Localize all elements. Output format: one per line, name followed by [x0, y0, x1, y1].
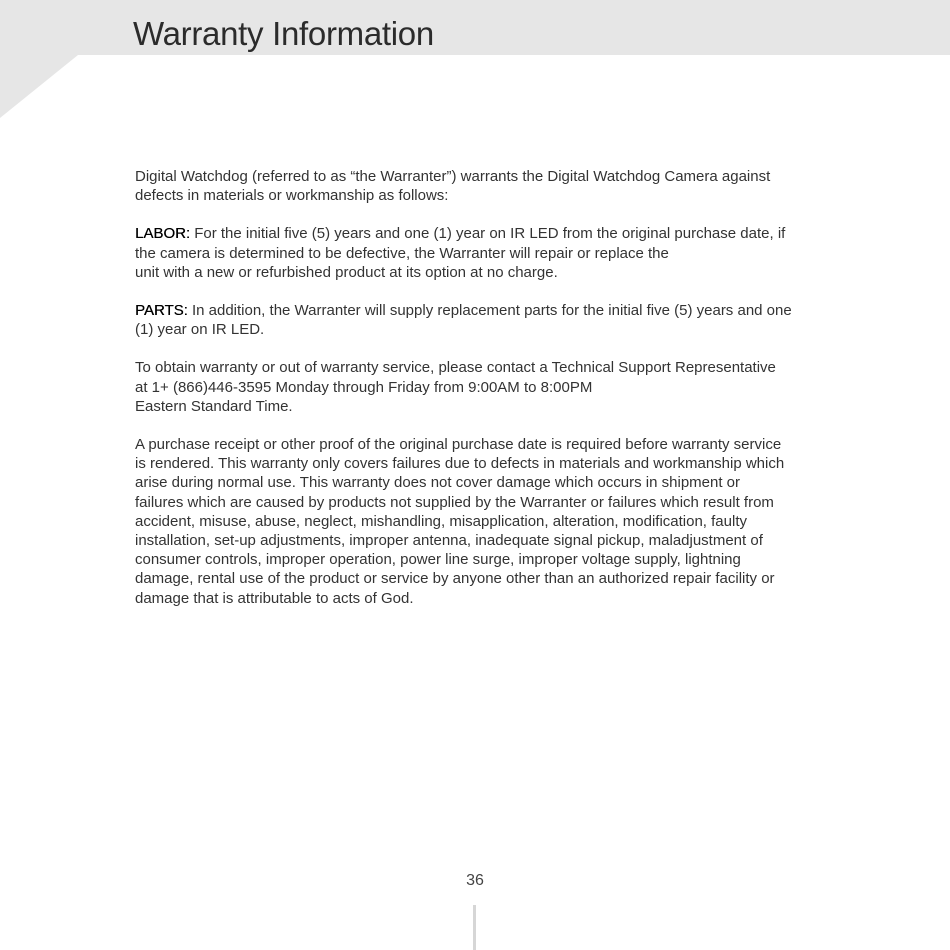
page-title: Warranty Information: [133, 15, 434, 52]
parts-paragraph: [135, 301, 847, 339]
labor-line: unit with a new or refurbished product at its option at no charge.: [135, 263, 558, 281]
conditions-line: arise during normal use. This warranty does not cover damage which occurs in shipment or: [135, 474, 741, 492]
conditions-line: installation, set-up adjustments, improper antenna, inadequate signal pickup, maladjustment of: [135, 532, 763, 550]
conditions-paragraph: [135, 435, 847, 608]
page-number: 36: [466, 872, 484, 889]
conditions-line: A purchase receipt or other proof of the original purchase date is required before warranty service: [135, 436, 782, 454]
conditions-line: is rendered. This warranty only covers failures due to defects in materials and workmanship which: [135, 455, 785, 473]
conditions-line: damage that is attributable to acts of God.: [135, 589, 414, 607]
conditions-line: failures which are caused by products not supplied by the Warranter or failures which result from: [135, 493, 774, 511]
labor-line: For the initial five (5) years and one (1) year on IR LED from the original purchase date, if: [190, 225, 786, 243]
service-paragraph: [135, 358, 847, 416]
labor-line: the camera is determined to be defective, the Warranter will repair or replace the: [135, 244, 669, 262]
footer-divider: [473, 905, 476, 950]
parts-line: (1) year on IR LED.: [135, 321, 265, 339]
labor-paragraph: [135, 224, 847, 282]
intro-line: defects in materials or workmanship as follows:: [135, 187, 449, 205]
service-line: at 1+ (866)446-3595 Monday through Friday from 9:00AM to 8:00PM: [135, 378, 593, 396]
intro-paragraph: [135, 167, 847, 205]
intro-line: Digital Watchdog (referred to as “the Warranter”) warrants the Digital Watchdog Camera against: [135, 168, 771, 185]
conditions-line: accident, misuse, abuse, neglect, mishandling, misapplication, alteration, modification, faulty: [135, 512, 747, 530]
conditions-line: damage, rental use of the product or service by anyone other than an authorized repair facility or: [135, 570, 775, 588]
warranty-body: [135, 167, 847, 627]
labor-label: LABOR:: [135, 225, 191, 243]
conditions-line: consumer controls, improper operation, power line surge, improper voltage supply, lightning: [135, 551, 741, 569]
service-line: Eastern Standard Time.: [135, 397, 293, 415]
parts-label: PARTS:: [135, 302, 188, 320]
service-line: To obtain warranty or out of warranty service, please contact a Technical Support Representative: [135, 359, 776, 377]
parts-line: In addition, the Warranter will supply replacement parts for the initial five (5) years and one: [187, 302, 792, 320]
